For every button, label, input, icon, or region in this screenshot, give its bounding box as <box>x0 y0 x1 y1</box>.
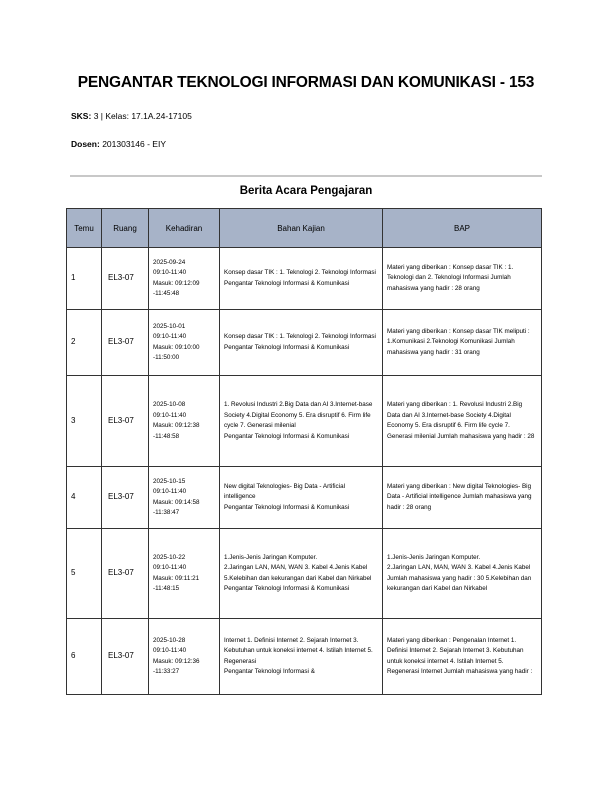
ruang-cell: EL3-07 <box>102 529 149 619</box>
bap-text: 1.Jenis-Jenis Jaringan Komputer. 2.Jaringan LAN, MAN, WAN 3. Kabel 4.Jenis Kabel Jumlah mahasiswa yang hadir : 30 5.Kelebihan dan kekurangan dari Kabel dan Nirkabel <box>387 553 532 592</box>
bap-text: Materi yang diberikan : 1. Revolusi Industri 2.Big Data dan AI 3.Internet-base Society 4.Digital Economy 5. Era disruptif 6. Firm life cycle 7. Generasi milenial Jumlah mahasiswa yang hadir : 28 <box>387 401 535 440</box>
bahan-kajian-text: 1. Revolusi Industri 2.Big Data dan AI 3.Internet-base Society 4.Digital Economy 5. Era disruptif 6. Firm life cycle 7. Generasi milenial Pengantar Teknologi Informasi & Komunikasi <box>224 401 373 440</box>
bahan-kajian-text: 1.Jenis-Jenis Jaringan Komputer. 2.Jaringan LAN, MAN, WAN 3. Kabel 4.Jenis Kabel 5.Kelebihan dan kekurangan dari Kabel dan Nirkabel Pengantar Teknologi Informasi & Komunikasi <box>224 553 372 592</box>
berita-acara-table <box>66 208 542 695</box>
column-header-kehadiran: Kehadiran <box>149 209 220 248</box>
bap-cell <box>383 619 542 695</box>
temu-cell: 3 <box>67 376 102 467</box>
bap-cell <box>383 310 542 376</box>
table-header-row <box>67 209 542 248</box>
bahan-kajian-text: Internet 1. Definisi Internet 2. Sejarah Internet 3. Kebutuhan untuk koneksi internet 4. Istilah Internet 5. Regenerasi Pengantar Teknologi Informasi & <box>224 636 373 675</box>
dosen-label: Dosen: <box>71 139 100 149</box>
temu-cell: 4 <box>67 467 102 529</box>
bap-text: Materi yang diberikan : New digital Teknologies- Big Data - Artificial intelligence Jumlah mahasiswa yang hadir : 28 orang <box>387 482 532 511</box>
table-row <box>67 248 542 310</box>
ruang-cell: EL3-07 <box>102 376 149 467</box>
bap-text: Materi yang diberikan : Konsep dasar TIK meliputi : 1.Komunikasi 2.Teknologi Komunikasi Jumlah mahasiswa yang hadir : 31 orang <box>387 327 530 356</box>
kehadiran-cell <box>149 376 220 467</box>
bahan-kajian-cell <box>220 467 383 529</box>
bahan-kajian-text: New digital Teknologies- Big Data - Artificial intelligence Pengantar Teknologi Informasi & Komunikasi <box>224 482 350 511</box>
divider <box>70 175 542 177</box>
page-title: PENGANTAR TEKNOLOGI INFORMASI DAN KOMUNIKASI - 153 <box>77 74 535 91</box>
table-row <box>67 619 542 695</box>
table-row <box>67 376 542 467</box>
kehadiran-cell <box>149 529 220 619</box>
kehadiran-text: 2025-10-01 09:10-11:40 Masuk: 09:10:00 -11:50:00 <box>153 322 200 361</box>
kehadiran-text: 2025-09-24 09:10-11:40 Masuk: 09:12:09 -11:45:48 <box>153 258 200 297</box>
temu-cell: 5 <box>67 529 102 619</box>
ruang-cell: EL3-07 <box>102 619 149 695</box>
bahan-kajian-cell <box>220 310 383 376</box>
column-header-bahan-kajian: Bahan Kajian <box>220 209 383 248</box>
temu-cell: 2 <box>67 310 102 376</box>
kehadiran-cell <box>149 248 220 310</box>
bahan-kajian-text: Konsep dasar TIK : 1. Teknologi 2. Teknologi Informasi Pengantar Teknologi Informasi & Komunikasi <box>224 269 376 287</box>
temu-cell: 6 <box>67 619 102 695</box>
column-header-temu: Temu <box>67 209 102 248</box>
column-header-ruang: Ruang <box>102 209 149 248</box>
kehadiran-cell <box>149 619 220 695</box>
bahan-kajian-text: Konsep dasar TIK : 1. Teknologi 2. Teknologi Informasi Pengantar Teknologi Informasi & Komunikasi <box>224 333 376 351</box>
table-row <box>67 529 542 619</box>
sks-label: SKS: <box>71 111 92 121</box>
bap-text: Materi yang diberikan : Pengenalan Internet 1. Definisi Internet 2. Sejarah Internet 3. Kebutuhan untuk koneksi internet 4. Istilah Internet 5. Regenerasi Internet Jumlah mahasiswa yang hadir : <box>387 636 533 675</box>
temu-cell: 1 <box>67 248 102 310</box>
bahan-kajian-cell <box>220 619 383 695</box>
kehadiran-text: 2025-10-22 09:10-11:40 Masuk: 09:11:21 -11:48:15 <box>153 553 200 592</box>
kehadiran-cell <box>149 467 220 529</box>
kehadiran-text: 2025-10-28 09:10-11:40 Masuk: 09:12:36 -11:33:27 <box>153 636 200 675</box>
ruang-cell: EL3-07 <box>102 310 149 376</box>
bap-text: Materi yang diberikan : Konsep dasar TIK : 1. Teknologi dan 2. Teknologi Informasi Jumlah mahasiswa yang hadir : 28 orang <box>387 263 514 292</box>
sks-kelas-line <box>71 111 192 121</box>
bahan-kajian-cell <box>220 529 383 619</box>
dosen-value: 201303146 - EIY <box>102 139 166 149</box>
kehadiran-cell <box>149 310 220 376</box>
bap-cell <box>383 529 542 619</box>
bahan-kajian-cell <box>220 248 383 310</box>
sks-kelas-value: 3 | Kelas: 17.1A.24-17105 <box>93 111 192 121</box>
bap-cell <box>383 248 542 310</box>
bap-cell <box>383 467 542 529</box>
bahan-kajian-cell <box>220 376 383 467</box>
bap-cell <box>383 376 542 467</box>
ruang-cell: EL3-07 <box>102 248 149 310</box>
table-row <box>67 467 542 529</box>
column-header-bap: BAP <box>383 209 542 248</box>
table-row <box>67 310 542 376</box>
section-title: Berita Acara Pengajaran <box>239 185 373 197</box>
kehadiran-text: 2025-10-08 09:10-11:40 Masuk: 09:12:38 -11:48:58 <box>153 401 200 440</box>
dosen-line <box>71 139 166 149</box>
ruang-cell: EL3-07 <box>102 467 149 529</box>
kehadiran-text: 2025-10-15 09:10-11:40 Masuk: 09:14:58 -11:38:47 <box>153 477 200 516</box>
